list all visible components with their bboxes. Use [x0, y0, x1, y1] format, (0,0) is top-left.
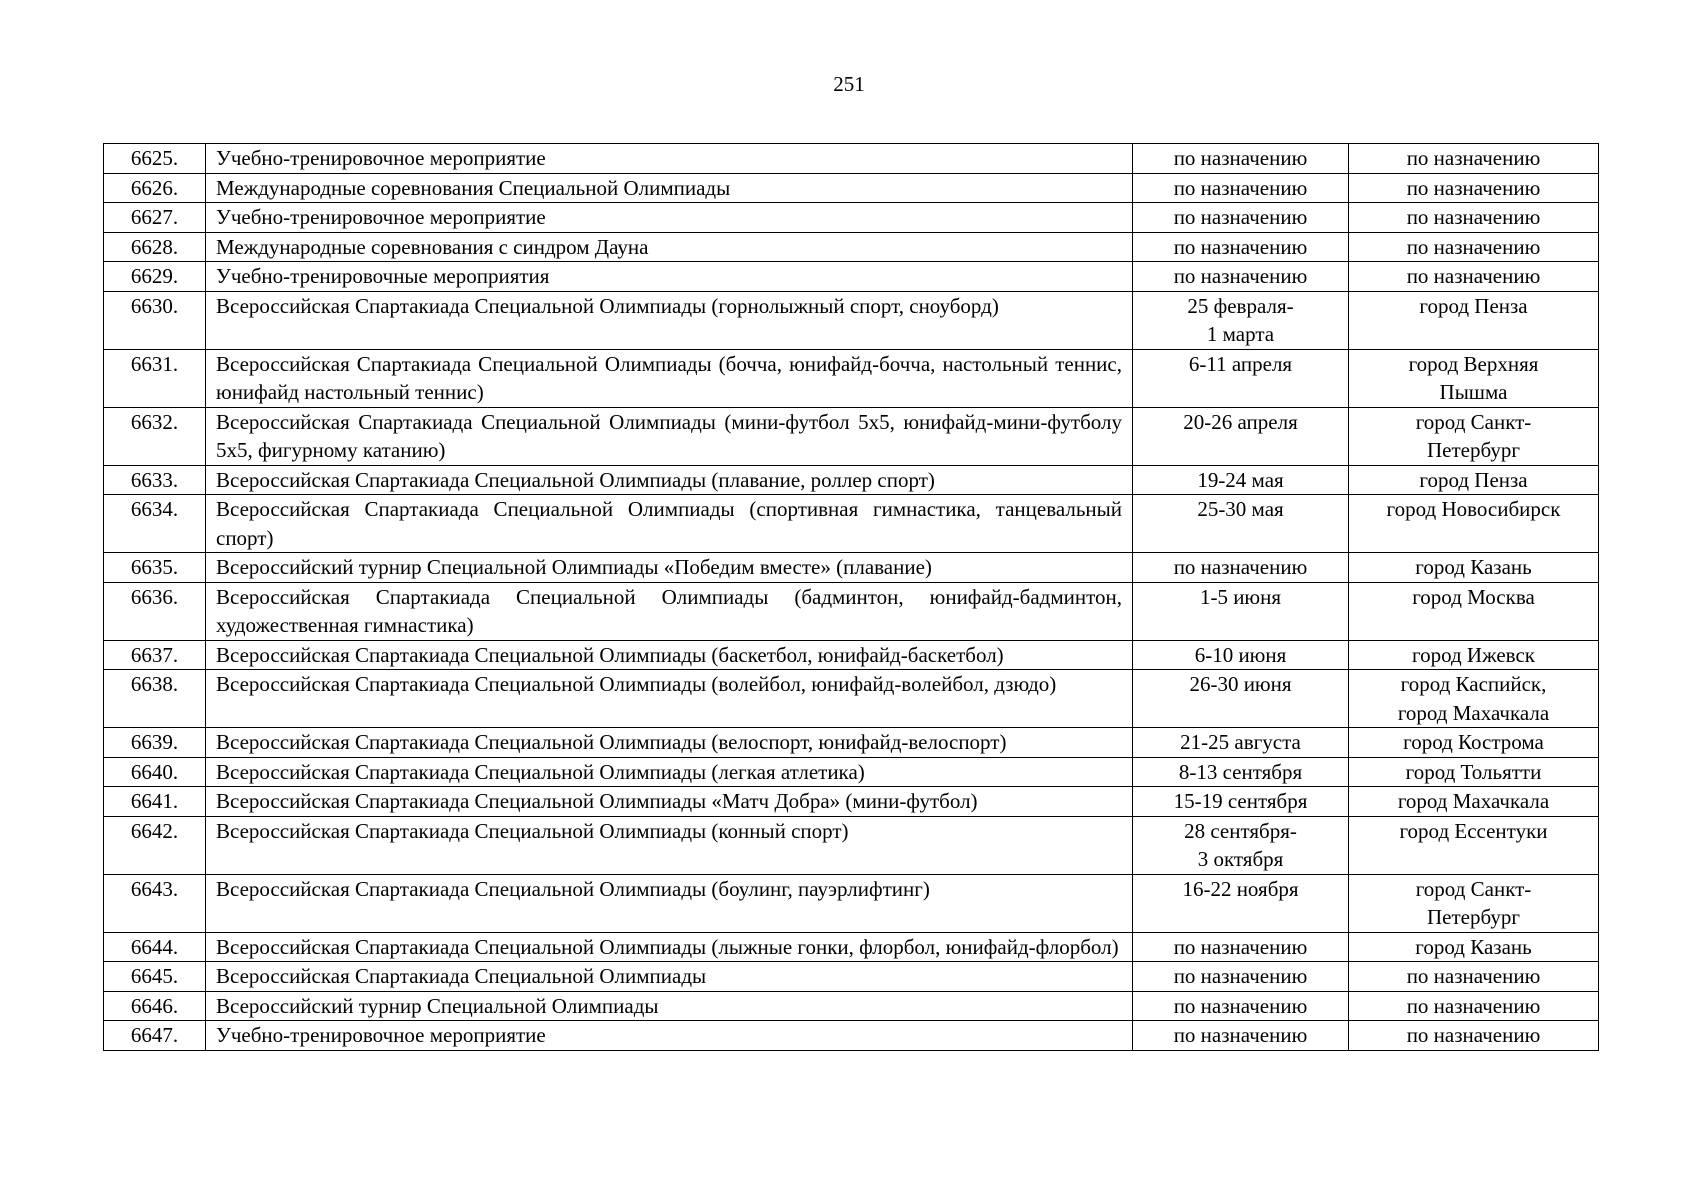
event-name-cell: Всероссийская Спартакиада Специальной Олимпиады «Матч Добра» (мини-футбол) [206, 787, 1133, 817]
event-place-cell: город Верхняя Пышма [1349, 349, 1599, 407]
event-number-cell: 6638. [104, 670, 206, 728]
event-number-cell: 6632. [104, 407, 206, 465]
event-place-cell: город Казань [1349, 932, 1599, 962]
event-place-cell: город Махачкала [1349, 787, 1599, 817]
event-date-cell: по назначению [1133, 1021, 1349, 1051]
events-table-body [104, 144, 1599, 1051]
event-date-cell: по назначению [1133, 932, 1349, 962]
event-place-cell: город Санкт- Петербург [1349, 407, 1599, 465]
event-place-cell: город Пенза [1349, 465, 1599, 495]
event-name-cell: Международные соревнования с синдром Дауна [206, 232, 1133, 262]
event-number-cell: 6631. [104, 349, 206, 407]
event-place-cell: по назначению [1349, 232, 1599, 262]
event-place-cell: город Новосибирск [1349, 495, 1599, 553]
event-name-cell: Всероссийская Спартакиада Специальной Олимпиады (боулинг, пауэрлифтинг) [206, 874, 1133, 932]
event-date-cell: 16-22 ноября [1133, 874, 1349, 932]
event-name-cell: Всероссийская Спартакиада Специальной Олимпиады (волейбол, юнифайд-волейбол, дзюдо) [206, 670, 1133, 728]
table-row [104, 728, 1599, 758]
table-row [104, 203, 1599, 233]
event-name-cell: Всероссийская Спартакиада Специальной Олимпиады (плавание, роллер спорт) [206, 465, 1133, 495]
event-name-cell: Всероссийская Спартакиада Специальной Олимпиады (лыжные гонки, флорбол, юнифайд-флорбол) [206, 932, 1133, 962]
table-row [104, 932, 1599, 962]
event-date-cell: 8-13 сентября [1133, 757, 1349, 787]
event-number-cell: 6625. [104, 144, 206, 174]
event-date-cell: 26-30 июня [1133, 670, 1349, 728]
table-row [104, 553, 1599, 583]
event-name-cell: Всероссийская Спартакиада Специальной Олимпиады (спортивная гимнастика, танцевальный спорт) [206, 495, 1133, 553]
table-row [104, 582, 1599, 640]
event-number-cell: 6636. [104, 582, 206, 640]
event-date-cell: 15-19 сентября [1133, 787, 1349, 817]
event-number-cell: 6644. [104, 932, 206, 962]
event-name-cell: Всероссийский турнир Специальной Олимпиады [206, 991, 1133, 1021]
table-row [104, 787, 1599, 817]
table-row [104, 349, 1599, 407]
table-row [104, 962, 1599, 992]
table-row [104, 232, 1599, 262]
event-date-cell: по назначению [1133, 144, 1349, 174]
event-name-cell: Всероссийская Спартакиада Специальной Олимпиады (бадминтон, юнифайд-бадминтон, художественная гимнастика) [206, 582, 1133, 640]
event-number-cell: 6641. [104, 787, 206, 817]
event-date-cell: 20-26 апреля [1133, 407, 1349, 465]
event-name-cell: Всероссийская Спартакиада Специальной Олимпиады (велоспорт, юнифайд-велоспорт) [206, 728, 1133, 758]
event-place-cell: город Санкт- Петербург [1349, 874, 1599, 932]
event-place-cell: по назначению [1349, 262, 1599, 292]
event-place-cell: по назначению [1349, 144, 1599, 174]
event-date-cell: 25-30 мая [1133, 495, 1349, 553]
events-table [103, 143, 1599, 1051]
event-number-cell: 6643. [104, 874, 206, 932]
event-place-cell: город Ижевск [1349, 640, 1599, 670]
event-name-cell: Всероссийская Спартакиада Специальной Олимпиады (мини-футбол 5х5, юнифайд-мини-футболу 5х5, фигурному катанию) [206, 407, 1133, 465]
table-row [104, 874, 1599, 932]
event-name-cell: Всероссийская Спартакиада Специальной Олимпиады (конный спорт) [206, 816, 1133, 874]
event-name-cell: Всероссийская Спартакиада Специальной Олимпиады (легкая атлетика) [206, 757, 1133, 787]
event-number-cell: 6639. [104, 728, 206, 758]
event-name-cell: Учебно-тренировочные мероприятия [206, 262, 1133, 292]
table-row [104, 1021, 1599, 1051]
page-number: 251 [833, 72, 865, 96]
table-row [104, 291, 1599, 349]
table-row [104, 173, 1599, 203]
event-place-cell: город Тольятти [1349, 757, 1599, 787]
event-place-cell: по назначению [1349, 173, 1599, 203]
event-number-cell: 6635. [104, 553, 206, 583]
event-date-cell: по назначению [1133, 203, 1349, 233]
event-name-cell: Учебно-тренировочное мероприятие [206, 144, 1133, 174]
event-date-cell: 19-24 мая [1133, 465, 1349, 495]
event-number-cell: 6626. [104, 173, 206, 203]
event-name-cell: Международные соревнования Специальной Олимпиады [206, 173, 1133, 203]
event-number-cell: 6630. [104, 291, 206, 349]
table-row [104, 816, 1599, 874]
table-row [104, 407, 1599, 465]
table-row [104, 144, 1599, 174]
event-number-cell: 6634. [104, 495, 206, 553]
event-name-cell: Всероссийская Спартакиада Специальной Олимпиады (бочча, юнифайд-бочча, настольный теннис, юнифайд настольный теннис) [206, 349, 1133, 407]
event-name-cell: Всероссийская Спартакиада Специальной Олимпиады [206, 962, 1133, 992]
event-date-cell: 25 февраля- 1 марта [1133, 291, 1349, 349]
event-number-cell: 6645. [104, 962, 206, 992]
event-name-cell: Всероссийская Спартакиада Специальной Олимпиады (баскетбол, юнифайд-баскетбол) [206, 640, 1133, 670]
event-place-cell: по назначению [1349, 962, 1599, 992]
event-place-cell: по назначению [1349, 991, 1599, 1021]
event-name-cell: Всероссийский турнир Специальной Олимпиады «Победим вместе» (плавание) [206, 553, 1133, 583]
event-place-cell: город Казань [1349, 553, 1599, 583]
event-date-cell: по назначению [1133, 173, 1349, 203]
event-place-cell: город Ессентуки [1349, 816, 1599, 874]
event-place-cell: город Каспийск, город Махачкала [1349, 670, 1599, 728]
event-number-cell: 6642. [104, 816, 206, 874]
event-name-cell: Учебно-тренировочное мероприятие [206, 203, 1133, 233]
table-row [104, 465, 1599, 495]
event-number-cell: 6633. [104, 465, 206, 495]
event-place-cell: по назначению [1349, 203, 1599, 233]
table-row [104, 262, 1599, 292]
event-place-cell: по назначению [1349, 1021, 1599, 1051]
event-name-cell: Учебно-тренировочное мероприятие [206, 1021, 1133, 1051]
table-row [104, 670, 1599, 728]
event-date-cell: по назначению [1133, 962, 1349, 992]
event-place-cell: город Кострома [1349, 728, 1599, 758]
event-date-cell: по назначению [1133, 232, 1349, 262]
event-date-cell: 1-5 июня [1133, 582, 1349, 640]
table-row [104, 640, 1599, 670]
event-date-cell: 6-11 апреля [1133, 349, 1349, 407]
event-date-cell: 21-25 августа [1133, 728, 1349, 758]
event-number-cell: 6628. [104, 232, 206, 262]
event-number-cell: 6629. [104, 262, 206, 292]
event-date-cell: по назначению [1133, 262, 1349, 292]
event-place-cell: город Пенза [1349, 291, 1599, 349]
event-date-cell: по назначению [1133, 553, 1349, 583]
event-place-cell: город Москва [1349, 582, 1599, 640]
table-row [104, 991, 1599, 1021]
event-number-cell: 6637. [104, 640, 206, 670]
event-date-cell: по назначению [1133, 991, 1349, 1021]
event-number-cell: 6647. [104, 1021, 206, 1051]
event-date-cell: 28 сентября- 3 октября [1133, 816, 1349, 874]
event-number-cell: 6646. [104, 991, 206, 1021]
event-date-cell: 6-10 июня [1133, 640, 1349, 670]
event-number-cell: 6627. [104, 203, 206, 233]
event-number-cell: 6640. [104, 757, 206, 787]
table-row [104, 757, 1599, 787]
table-row [104, 495, 1599, 553]
event-name-cell: Всероссийская Спартакиада Специальной Олимпиады (горнолыжный спорт, сноуборд) [206, 291, 1133, 349]
